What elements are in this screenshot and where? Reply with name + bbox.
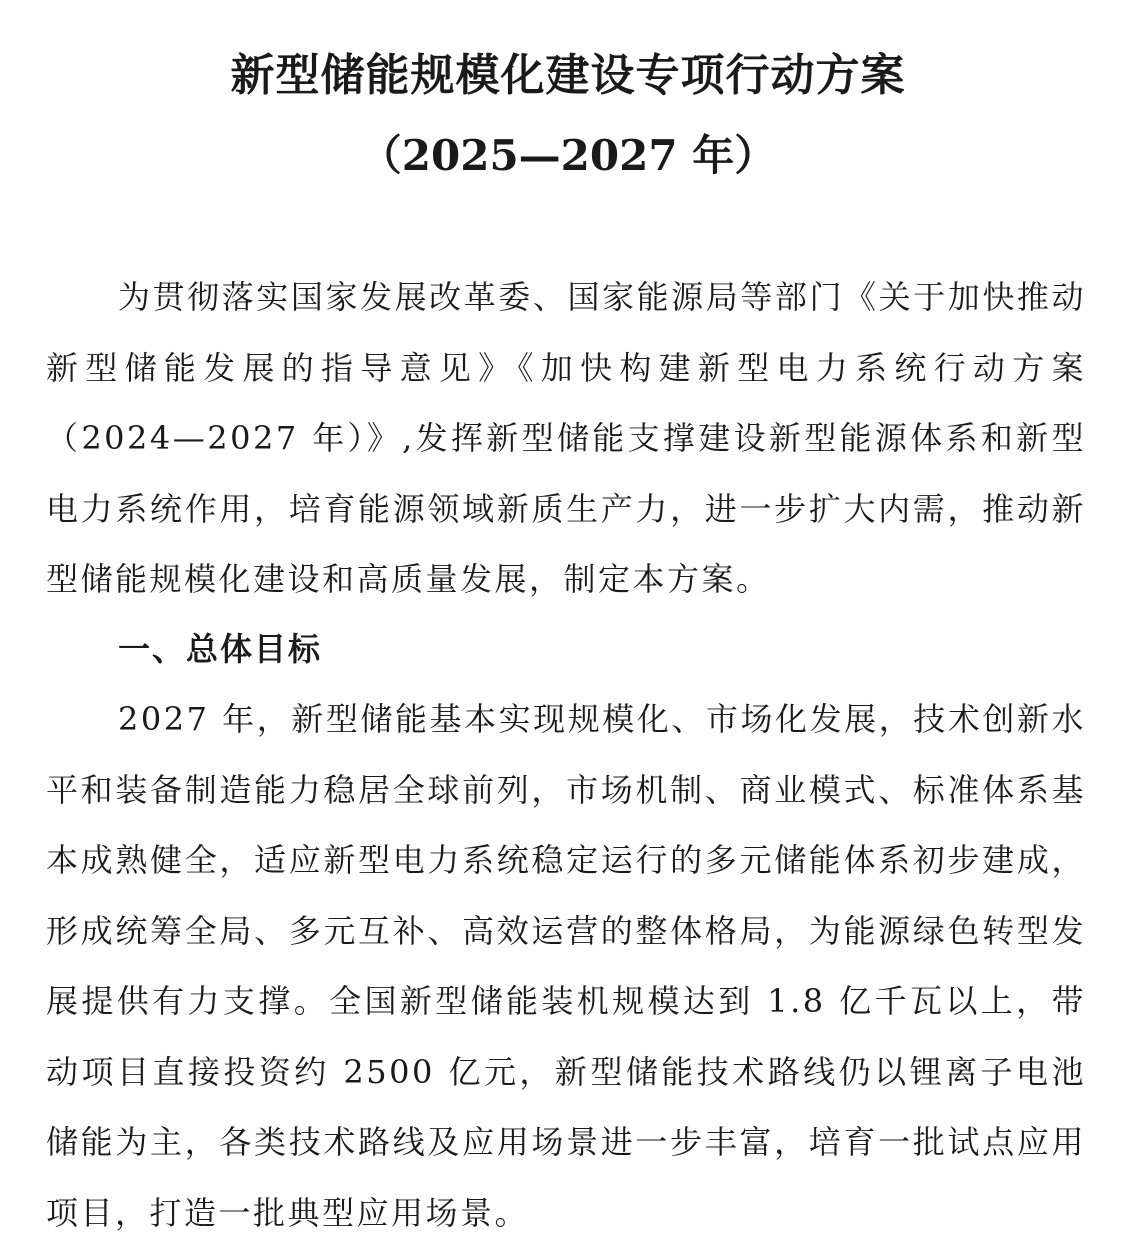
overall-goals-paragraph: 2027 年，新型储能基本实现规模化、市场化发展，技术创新水平和装备制造能力稳居全球前列，市场机制、商业模式、标准体系基本成熟健全，适应新型电力系统稳定运行的多元储能体系初步建成，形成统筹全局、多元互补、高效运营的整体格局，为能源绿色转型发展提供有力支撑。全国新型储能装机规模达到 1.8 亿千瓦以上，带动项目直接投资约 2500 亿元，新型储能技术路线仍以锂离子电池储能为主，各类技术路线及应用场景进一步丰富，培育一批试点应用项目，打造一批典型应用场景。 (46, 700, 1086, 1232)
section-heading-overall-goals: 一、总体目标 (118, 630, 323, 668)
document-title: 新型储能规模化建设专项行动方案 (230, 50, 906, 101)
document-subtitle: （2025—2027 年） (359, 131, 777, 180)
intro-paragraph: 为贯彻落实国家发展改革委、国家能源局等部门《关于加快推动新型储能发展的指导意见》《加快构建新型电力系统行动方案（2024—2027 年）》,发挥新型储能支撑建设新型能源体系和新型电力系统作用，培育能源领域新质生产力，进一步扩大内需，推动新型储能规模化建设和高质量发展，制定本方案。 (46, 278, 1086, 598)
